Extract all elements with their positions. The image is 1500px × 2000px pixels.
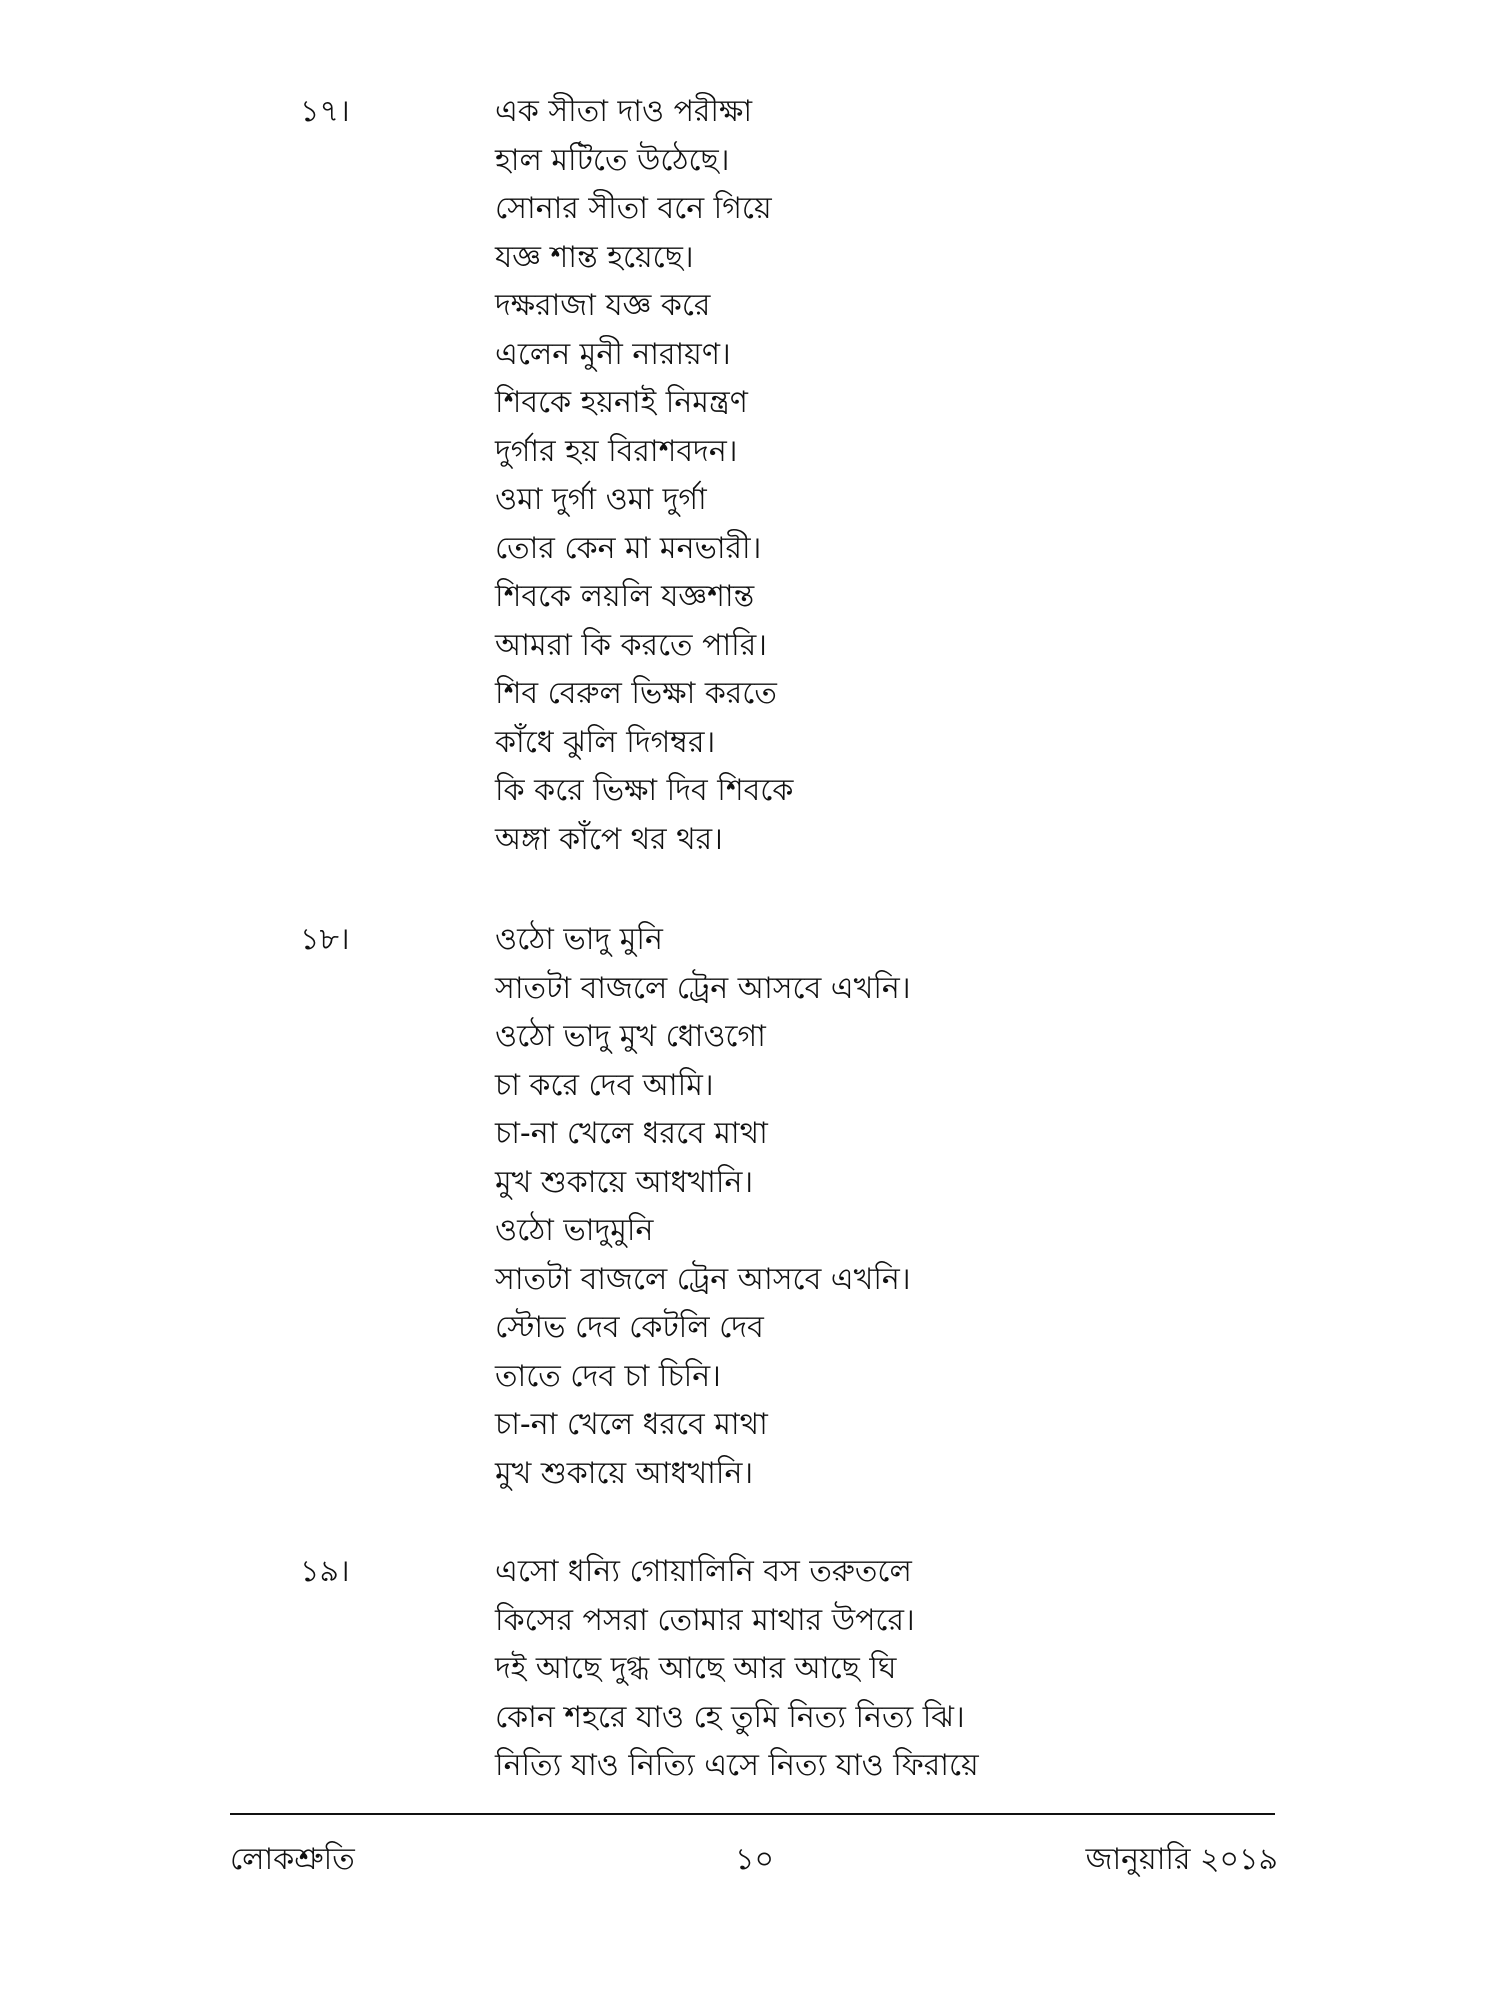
poem-line: শিবকে হয়নাই নিমন্ত্রণ	[495, 385, 748, 420]
poem-line: মুখ শুকায়ে আধখানি।	[495, 1164, 754, 1200]
poem-line: কিসের পসরা তোমার মাথার উপরে।	[495, 1602, 915, 1638]
poem-line: অঙ্গা কাঁপে থর থর।	[495, 821, 723, 857]
poem-line: স্টোভ দেব কেটলি দেব	[495, 1310, 764, 1345]
poem-lines	[495, 88, 793, 864]
footer-date: জানুয়ারি ২০১৯	[1085, 1842, 1278, 1877]
poem-lines	[495, 1548, 979, 1791]
poem-line: শিবকে লয়লি যজ্ঞশান্ত	[495, 579, 755, 614]
poem-line: এসো ধন্যি গোয়ালিনি বস তরুতলে	[495, 1554, 912, 1589]
poem-line: ওমা দুর্গা ওমা দুর্গা	[495, 482, 707, 517]
footer-page-number: ১০	[735, 1842, 774, 1877]
poem-line: ওঠো ভাদু মুনি	[495, 922, 663, 957]
poem-line: দই আছে দুগ্ধ আছে আর আছে ঘি	[495, 1651, 897, 1686]
poem-line: এলেন মুনী নারায়ণ।	[495, 336, 731, 372]
poem-line: সাতটা বাজলে ট্রেন আসবে এখনি।	[495, 970, 911, 1006]
poem-lines	[495, 916, 911, 1498]
footer-journal-title: লোকশ্রুতি	[230, 1842, 355, 1877]
poem-line: এক সীতা দাও পরীক্ষা	[495, 94, 753, 129]
poem-line: যজ্ঞ শান্ত হয়েছে।	[495, 239, 694, 275]
poem-line: চা করে দেব আমি।	[495, 1067, 714, 1103]
poem-line: শিব বেরুল ভিক্ষা করতে	[495, 676, 777, 711]
poem-line: হাল মটিতে উঠেছে।	[495, 142, 730, 178]
poem-line: ওঠো ভাদুমুনি	[495, 1213, 654, 1248]
poem-line: ওঠো ভাদু মুখ ধোওগো	[495, 1019, 766, 1054]
poem-line: দক্ষরাজা যজ্ঞ করে	[495, 288, 711, 323]
poem-line: কোন শহরে যাও হে তুমি নিত্য নিত্য ঝি।	[495, 1699, 965, 1735]
poem-line: কি করে ভিক্ষা দিব শিবকে	[495, 773, 794, 808]
poem-number: ১৭।	[300, 94, 350, 129]
poem-line: নিত্যি যাও নিত্যি এসে নিত্য যাও ফিরায়ে	[495, 1748, 979, 1783]
poem-line: সোনার সীতা বনে গিয়ে	[495, 191, 772, 226]
poem-line: কাঁধে ঝুলি দিগম্বর।	[495, 724, 716, 760]
poem-line: তোর কেন মা মনভারী।	[495, 530, 762, 566]
poem-line: দুর্গার হয় বিরাশবদন।	[495, 433, 738, 469]
poem-line: সাতটা বাজলে ট্রেন আসবে এখনি।	[495, 1261, 911, 1297]
poem-number: ১৯।	[300, 1554, 350, 1589]
poem-line: মুখ শুকায়ে আধখানি।	[495, 1455, 754, 1491]
footer-divider	[230, 1813, 1275, 1815]
poem-line: চা-না খেলে ধরবে মাথা	[495, 1116, 768, 1151]
poem-line: তাতে দেব চা চিনি।	[495, 1358, 721, 1394]
poem-number: ১৮।	[300, 922, 350, 957]
poem-line: চা-না খেলে ধরবে মাথা	[495, 1407, 768, 1442]
poem-line: আমরা কি করতে পারি।	[495, 627, 767, 663]
